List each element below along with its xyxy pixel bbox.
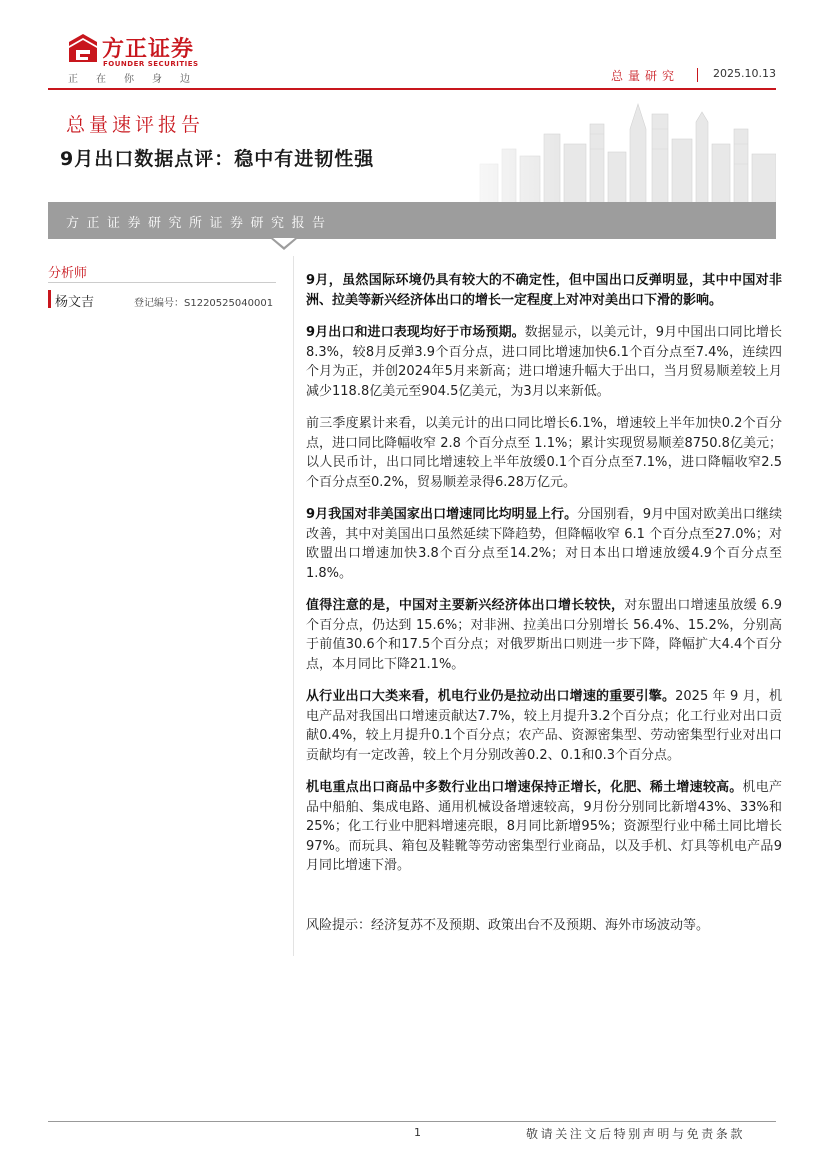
paragraph-heading: 9月我国对非美国家出口增速同比均明显上行。	[306, 507, 578, 522]
paragraph-cumulative	[306, 414, 782, 492]
header-rule	[48, 88, 776, 90]
institute-banner	[48, 202, 776, 239]
report-category: 总量研究	[611, 69, 680, 83]
footer-disclaimer: 敬请关注文后特别声明与免责条款	[526, 1127, 746, 1141]
paragraph-text: 对东盟出口增速虽放缓 6.9 个百分点，仍达到 15.6%；对非洲、拉美出口分别增长 56.4%、15.2%，分别高于前值30.6个和17.5个百分点；对俄罗斯出口则进一步下降，降幅扩大4.4个百分点，本月同比下降21.1%。	[306, 598, 782, 672]
analyst-label: 分析师	[48, 266, 88, 281]
brand-name-cn: 方正证券	[102, 37, 195, 62]
paragraph-heading: 从行业出口大类来看，机电行业仍是拉动出口增速的重要引擎。	[306, 689, 676, 704]
paragraph-exports-imports	[306, 323, 782, 401]
paragraph-text: 2025 年 9 月，机电产品对我国出口增速贡献达7.7%，较上月提升3.2个百分点；化工行业对出口贡献0.4%，较上月提升0.1个百分点；农产品、资源密集型、劳动密集型行业对出口贡献均有一定改善，较上个月分别改善0.2、0.1和0.3个百分点。	[306, 689, 782, 763]
paragraph-text: 分国别看，9月中国对欧美出口继续改善，其中对美国出口虽然延续下降趋势，但降幅收窄 6.1 个百分点至27.0%；对欧盟出口增速加快3.8个百分点至14.2%；对日本出口增速放缓4.9个百分点至1.8%。	[306, 507, 782, 581]
paragraph-key-products	[306, 778, 782, 876]
report-type: 总量速评报告	[66, 114, 205, 136]
paragraph-by-country	[306, 505, 782, 583]
analyst-registration: 登记编号：S1220525040001	[134, 298, 274, 309]
banner-text: 方正证券研究所证券研究报告	[66, 216, 333, 231]
page-number: 1	[414, 1126, 421, 1139]
paragraph-heading: 机电重点出口商品中多数行业出口增速保持正增长，化肥、稀土增速较高。	[306, 780, 743, 795]
footer-rule	[48, 1121, 776, 1122]
header-separator	[697, 68, 698, 82]
analyst-divider	[48, 282, 276, 283]
paragraph-heading: 值得注意的是，中国对主要新兴经济体出口增长较快，	[306, 598, 625, 613]
brand-slogan: 正在你身边	[68, 74, 208, 85]
paragraph-emerging-markets	[306, 596, 782, 674]
founder-logo-icon	[66, 32, 100, 66]
report-date: 2025.10.13	[713, 67, 776, 80]
paragraph-heading: 9月出口和进口表现均好于市场预期。	[306, 325, 525, 340]
paragraph-text: 机电产品中船舶、集成电路、通用机械设备增速较高，9月份分别同比新增43%、33%和25%；化工行业中肥料增速亮眼，8月同比新增95%；资源型行业中稀土同比增长97%。而玩具、箱包及鞋靴等劳动密集型行业商品，以及手机、灯具等机电产品9月同比增速下滑。	[306, 780, 782, 873]
column-separator	[293, 256, 294, 956]
analyst-name: 杨文吉	[55, 295, 95, 310]
city-skyline-image	[440, 94, 776, 204]
paragraph-text: 数据显示，以美元计，9月中国出口同比增长8.3%，较8月反弹3.9个百分点，进口同比增速加快6.1个百分点至7.4%，连续四个月为正，并创2024年5月来新高；进口增速升幅大于出口，当月贸易顺差较上月减少118.8亿美元至904.5亿美元，为3月以来新低。	[306, 325, 782, 399]
report-title: 9月出口数据点评：稳中有进韧性强	[60, 148, 375, 170]
lead-paragraph: 9月，虽然国际环境仍具有较大的不确定性，但中国出口反弹明显，其中中国对非洲、拉美等新兴经济体出口的增长一定程度上对冲对美出口下滑的影响。	[306, 273, 782, 308]
report-body	[306, 271, 782, 935]
risk-warning: 风险提示：经济复苏不及预期、政策出台不及预期、海外市场波动等。	[306, 917, 710, 933]
analyst-accent-bar	[48, 290, 51, 308]
paragraph-text: 前三季度累计来看，以美元计的出口同比增长6.1%，增速较上半年加快0.2个百分点，进口同比降幅收窄 2.8 个百分点至 1.1%；累计实现贸易顺差8750.8亿美元；以人民币计，出口同比增速较上半年放缓0.1个百分点至7.1%，进口降幅收窄2.5个百分点至0.2%，贸易顺差录得6.28万亿元。	[306, 416, 782, 490]
paragraph-industry	[306, 687, 782, 765]
banner-notch-inner	[273, 238, 295, 247]
brand-name-en: FOUNDER SECURITIES	[103, 60, 199, 68]
